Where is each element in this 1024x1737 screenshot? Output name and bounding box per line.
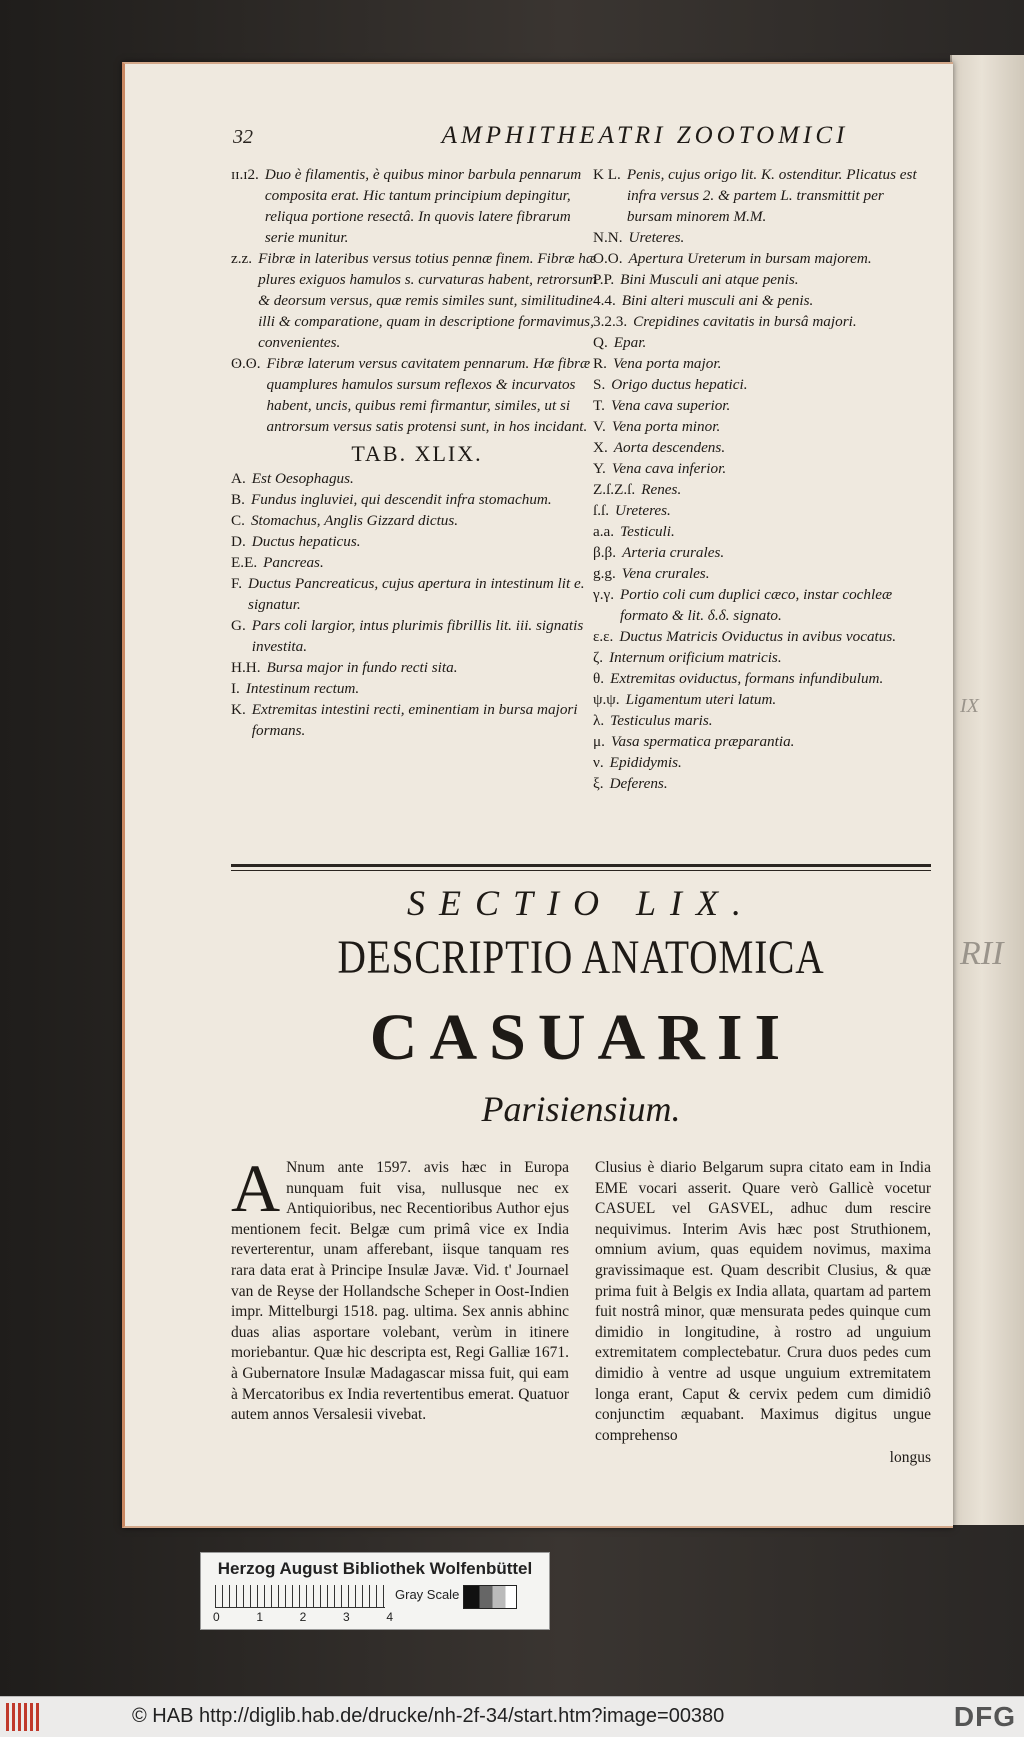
legend-text: Fibræ in lateribus versus totius pennæ finem. Fibræ hæ plures exiguos hamulos s. curvaturas habent, retrorsum & deorsum versus, quæ remis similes sunt, similitudine illi & comparatione, quam in descriptione formavimus, convenientes.	[258, 250, 597, 351]
legend-key: V.	[593, 418, 606, 435]
legend-key: P.P.	[593, 271, 615, 288]
section-subject: CASUARII	[369, 1001, 793, 1074]
legend-text: Vena porta minor.	[611, 418, 721, 435]
legend-key: H.H.	[231, 659, 261, 676]
legend-text: Portio coli cum duplici cæco, instar cochleæ formato & lit. δ.δ. signato.	[620, 586, 893, 624]
book-page	[122, 62, 953, 1528]
gray-scale-label: Gray Scale	[395, 1587, 460, 1602]
legend-text: Ligamentum uteri latum.	[625, 691, 777, 708]
legend-key: a.a.	[593, 523, 615, 540]
catchword: longus	[889, 1449, 931, 1467]
legend-entry	[593, 437, 933, 458]
legend-entry	[593, 332, 933, 353]
legend-key: ξ.	[593, 775, 604, 792]
legend-key: ψ.ψ.	[593, 691, 620, 708]
running-head: AMPHITHEATRI ZOOTOMICI	[441, 122, 849, 149]
legend-entry	[231, 489, 603, 510]
legend-key: X.	[593, 439, 608, 456]
legend-key: γ.γ.	[593, 586, 615, 603]
section-subtitle: Parisiensium.	[481, 1089, 681, 1129]
legend-text: Fibræ laterum versus cavitatem pennarum. Hæ fibræ quamplures hamulos sursum reflexos & incurvatos habent, uncis, quibus remi firmantur, similes, ut si antrorsum versus satis protensi sunt, in hos incidant.	[266, 355, 591, 435]
legend-key: D.	[231, 533, 246, 550]
legend-key: E.E.	[231, 554, 258, 571]
legend-text: Renes.	[641, 481, 682, 498]
legend-text: Extremitas oviductus, formans infundibulum.	[610, 670, 884, 687]
legend-entry	[593, 248, 933, 269]
legend-text: Testiculus maris.	[610, 712, 713, 729]
legend-text: Arteria crurales.	[622, 544, 725, 561]
legend-key: B.	[231, 491, 245, 508]
legend-text: Deferens.	[609, 775, 668, 792]
legend-entry	[593, 479, 933, 500]
library-label	[200, 1552, 550, 1630]
legend-entry	[231, 353, 606, 437]
legend-key: O.O.	[593, 250, 623, 267]
legend-text: Apertura Ureterum in bursam majorem.	[628, 250, 872, 267]
legend-text: Duo è filamentis, è quibus minor barbula pennarum composita erat. Hic tantum principium depingitur, reliqua portione resectâ. In quovis latere fibrarum serie munitur.	[264, 166, 582, 246]
legend-text: Vena porta major.	[612, 355, 722, 372]
legend-entry	[593, 689, 933, 710]
legend-text: Vasa spermatica præparantia.	[610, 733, 795, 750]
ruler-numbers	[213, 1610, 393, 1624]
body-right-column	[595, 1158, 931, 1469]
body-left-column	[231, 1150, 569, 1426]
legend-text: Extremitas intestini recti, eminentiam in bursa majori formans.	[251, 701, 578, 739]
legend-key: F.	[231, 575, 243, 592]
next-page-edge	[950, 55, 1024, 1525]
legend-text: Fundus ingluviei, qui descendit infra stomachum.	[250, 491, 552, 508]
legend-key: K L.	[593, 166, 621, 183]
legend-entry	[593, 416, 933, 437]
ruler-number: 2	[299, 1610, 307, 1624]
ruler-number: 0	[213, 1610, 220, 1624]
legend-text: Stomachus, Anglis Gizzard dictus.	[250, 512, 459, 529]
legend-key: N.N.	[593, 229, 623, 246]
legend-entry	[231, 573, 603, 615]
legend-key: ʘ.ʘ.	[231, 355, 261, 372]
legend-entry	[593, 563, 933, 584]
legend-key: ɪɪ.ɪ2.	[231, 166, 259, 183]
legend-text: Ductus Pancreaticus, cujus apertura in intestinum lit e. signatur.	[248, 575, 585, 613]
legend-entry	[231, 678, 603, 699]
legend-key: Q.	[593, 334, 608, 351]
legend-text: Pars coli largior, intus plurimis fibrillis lit. iii. signatis investita.	[251, 617, 584, 655]
legend-entry	[593, 227, 933, 248]
legend-entry	[593, 353, 933, 374]
legend-entry	[593, 542, 933, 563]
legend-entry	[231, 699, 603, 741]
legend-key: T.	[593, 397, 605, 414]
legend-key: K.	[231, 701, 246, 718]
legend-entry	[593, 668, 933, 689]
legend-text: Epididymis.	[609, 754, 682, 771]
legend-entry	[593, 731, 933, 752]
right-entries	[593, 164, 933, 794]
legend-text: Vena crurales.	[621, 565, 710, 582]
body-right-text: Clusius è diario Belgarum supra citato eam in India EME vocari asserit. Quare verò Gallicè vocetur CASUEL vel GASVEL, adhuc dum rescire nequivimus. Interim Avis hæc post Struthionem, omnium avium, quas equidem novimus, maxima gravissimaque est. Quam describit Clusius, & quæ prima fuit à Belgis ex India allata, quartam ad partem fuit nostrâ minor, quæ mensurata pedes quinque cum dimidio in longitudine, à rostro ad unguium extremitatem complectebatur. Crura duos pedes cum dimidio à ventre ad usque unguium extremitatem longa erant, Caput & cervix pedem cum dimidiô conjunctim æquabant. Maximus digitus ungue comprehenso	[595, 1159, 931, 1444]
legend-key: R.	[593, 355, 607, 372]
legend-entry	[593, 164, 933, 227]
tab-title: TAB. XLIX.	[351, 441, 483, 466]
section-number: SECTIO LIX.	[406, 883, 755, 923]
ruler-number: 4	[386, 1610, 393, 1624]
legend-key: C.	[231, 512, 245, 529]
hab-logo-icon	[6, 1703, 42, 1731]
legend-entry	[593, 395, 933, 416]
drop-cap: A	[231, 1150, 281, 1226]
legend-key: β.β.	[593, 544, 617, 561]
ghost-text-1: IX	[960, 695, 979, 717]
legend-key: z.z.	[231, 250, 253, 267]
legend-text: Intestinum rectum.	[245, 680, 360, 697]
legend-text: Crepidines cavitatis in bursâ majori.	[633, 313, 857, 330]
legend-key: ν.	[593, 754, 604, 771]
legend-entry	[231, 657, 603, 678]
legend-entry	[593, 521, 933, 542]
legend-entry	[593, 752, 933, 773]
legend-entry	[593, 773, 933, 794]
legend-text: Bini alteri musculi ani & penis.	[621, 292, 814, 309]
legend-entry	[231, 248, 603, 353]
legend-text: Ureteres.	[628, 229, 685, 246]
legend-text: Ureteres.	[615, 502, 671, 519]
legend-text: Ductus hepaticus.	[251, 533, 361, 550]
legend-text: Bursa major in fundo recti sita.	[266, 659, 458, 676]
legend-entry	[231, 164, 603, 248]
legend-text: Ductus Matricis Oviductus in avibus vocatus.	[619, 628, 897, 645]
legend-key: μ.	[593, 733, 605, 750]
legend-entry	[593, 710, 933, 731]
tab-entries	[231, 468, 603, 741]
legend-entry	[593, 290, 933, 311]
legend-entry	[231, 531, 603, 552]
legend-text: Testiculi.	[620, 523, 675, 540]
legend-key: Z.ſ.Z.ſ.	[593, 481, 636, 498]
legend-text: Aorta descendens.	[613, 439, 726, 456]
library-name: Herzog August Bibliothek Wolfenbüttel	[217, 1559, 533, 1578]
legend-text: Vena cava inferior.	[611, 460, 727, 477]
legend-key: θ.	[593, 670, 605, 687]
legend-key: g.g.	[593, 565, 616, 582]
footer-bar	[0, 1696, 1024, 1737]
legend-key: ζ.	[593, 649, 604, 666]
legend-text: Pancreas.	[263, 554, 324, 571]
ghost-text-2: RII	[960, 935, 1004, 972]
right-column	[593, 164, 933, 794]
legend-entry	[593, 626, 933, 647]
legend-text: Origo ductus hepatici.	[611, 376, 748, 393]
legend-entry	[593, 374, 933, 395]
legend-entry	[593, 269, 933, 290]
legend-entry	[231, 615, 603, 657]
legend-text: Est Oesophagus.	[251, 470, 354, 487]
legend-key: 3.2.3.	[593, 313, 628, 330]
legend-key: ſ.ſ.	[593, 502, 610, 519]
legend-key: A.	[231, 470, 246, 487]
gray-scale-swatch	[463, 1585, 517, 1609]
source-url[interactable]: © HAB http://diglib.hab.de/drucke/nh-2f-34/start.htm?image=00380	[132, 1705, 725, 1727]
legend-entry	[231, 510, 603, 531]
legend-text: Epar.	[613, 334, 647, 351]
ruler-number: 3	[342, 1610, 350, 1624]
ruler-number: 1	[256, 1610, 264, 1624]
legend-text: Bini Musculi ani atque penis.	[620, 271, 799, 288]
section-rule	[231, 864, 931, 867]
legend-key: Y.	[593, 460, 606, 477]
scale-ruler	[215, 1585, 385, 1608]
dfg-logo: DFG	[953, 1701, 1016, 1732]
legend-entry	[231, 552, 603, 573]
legend-key: λ.	[593, 712, 605, 729]
section-title: DESCRIPTIO ANATOMICA	[337, 931, 825, 984]
legend-text: Penis, cujus origo lit. K. ostenditur. Plicatus est infra versus 2. & partem L. transmittit per bursam minorem M.M.	[626, 166, 917, 225]
section-rule-thin	[231, 870, 931, 871]
legend-entry	[593, 311, 933, 332]
body-left-text: Nnum ante 1597. avis hæc in Europa nunquam fuit visa, nullusque nec ex Antiquioribus, nec Recentioribus Author ejus mentionem fecit. Belgæ cum primâ vice ex India reverterentur, unam afferebant, iisque tanquam res rara data erat à Principe Insulæ Javæ. Vid. t' Journael van de Reyse der Hollandsche Scheper in Oost-Indien impr. Mittelburgi 1518. pag. ultima. Sex annis abhinc duas alias asportare volebant, verùm in itinere moriebantur. Quæ hic descripta est, Regi Galliæ 1671. à Gubernatore Insulæ Madagascar missa fuit, qui eam à Mercatoribus ex India revertentibus emerat. Quatuor autem annos Versalesii vivebat.	[231, 1159, 569, 1424]
legend-entry	[593, 500, 933, 521]
legend-text: Internum orificium matricis.	[609, 649, 782, 666]
legend-text: Vena cava superior.	[610, 397, 731, 414]
legend-entry	[231, 468, 603, 489]
legend-entry	[593, 647, 933, 668]
legend-entry	[593, 584, 933, 626]
legend-key: S.	[593, 376, 606, 393]
legend-key: 4.4.	[593, 292, 616, 309]
legend-entry	[593, 458, 933, 479]
legend-key: ε.ε.	[593, 628, 614, 645]
legend-key: I.	[231, 680, 240, 697]
page-number: 32	[233, 126, 253, 148]
legend-key: G.	[231, 617, 246, 634]
